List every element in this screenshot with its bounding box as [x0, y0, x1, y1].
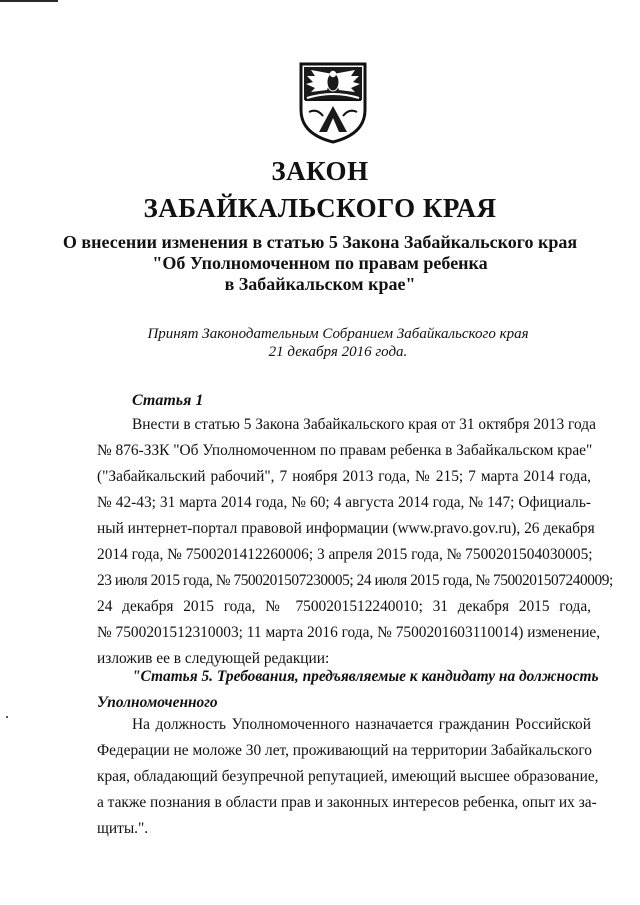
paragraph-line: ("Забайкальский рабочий", 7 ноября 2013 года, № 215; 7 марта 2014 года, [97, 468, 591, 485]
paragraph-line: Внести в статью 5 Закона Забайкальского края от 31 октября 2013 года [132, 416, 596, 433]
paragraph-line: изложив ее в следующей редакции: [97, 650, 330, 667]
scan-edge-mark [0, 0, 58, 2]
adoption-note [0, 325, 640, 361]
paragraph-line: щиты.". [97, 820, 149, 837]
quoted-heading-line: Уполномоченного [97, 694, 218, 711]
paragraph-line: ный интернет-портал правовой информации (www.pravo.gov.ru), 26 декабря [97, 520, 595, 537]
quoted-article-paragraph [97, 712, 599, 842]
article-paragraph [97, 412, 613, 672]
quoted-heading-line: "Статья 5. Требования, предъявляемые к кандидату на должность [132, 668, 599, 685]
paragraph-line: 24 декабря 2015 года, № 7500201512240010; 31 декабря 2015 года, [97, 598, 591, 615]
law-title: ЗАКОН [271, 156, 369, 186]
paragraph-line: Федерации не моложе 30 лет, проживающий на территории Забайкальского [97, 742, 593, 759]
law-region-title: ЗАБАЙКАЛЬСКОГО КРАЯ [143, 193, 497, 223]
adoption-date: 21 декабря 2016 года. [268, 344, 408, 360]
adoption-line: Принят Законодательным Собранием Забайкальского края [147, 326, 529, 342]
paragraph-line: 23 июля 2015 года, № 7500201507230005; 24 июля 2015 года, № 7500201507240009; [97, 572, 613, 589]
paragraph-line: края, обладающий безупречной репутацией, имеющий высшее образование, [97, 768, 599, 785]
paragraph-line: № 876-ЗЗК "Об Уполномоченном по правам ребенка в Забайкальском крае" [97, 442, 593, 459]
subtitle-line: в Забайкальском крае" [224, 274, 416, 294]
paragraph-line: № 7500201512310003; 11 марта 2016 года, № 7500201603110014) изменение, [97, 624, 601, 641]
paragraph-line: № 42-43; 31 марта 2014 года, № 60; 4 августа 2014 года, № 147; Официаль- [97, 494, 591, 511]
coat-of-arms-icon [297, 60, 369, 144]
article-heading: Статья 1 [132, 392, 204, 409]
subtitle-line: О внесении изменения в статью 5 Закона Забайкальского края [62, 232, 578, 252]
quoted-article-heading [97, 664, 599, 716]
subtitle-line: "Об Уполномоченном по правам ребенка [152, 253, 488, 273]
paragraph-line: 2014 года, № 7500201412260006; 3 апреля 2015 года, № 7500201504030005; [97, 546, 593, 563]
law-subtitle [0, 232, 640, 295]
scan-speck [6, 716, 8, 718]
paragraph-line: а также познания в области прав и законных интересов ребенка, опыт их за- [97, 794, 597, 811]
paragraph-line: На должность Уполномоченного назначается гражданин Российской [132, 716, 591, 733]
